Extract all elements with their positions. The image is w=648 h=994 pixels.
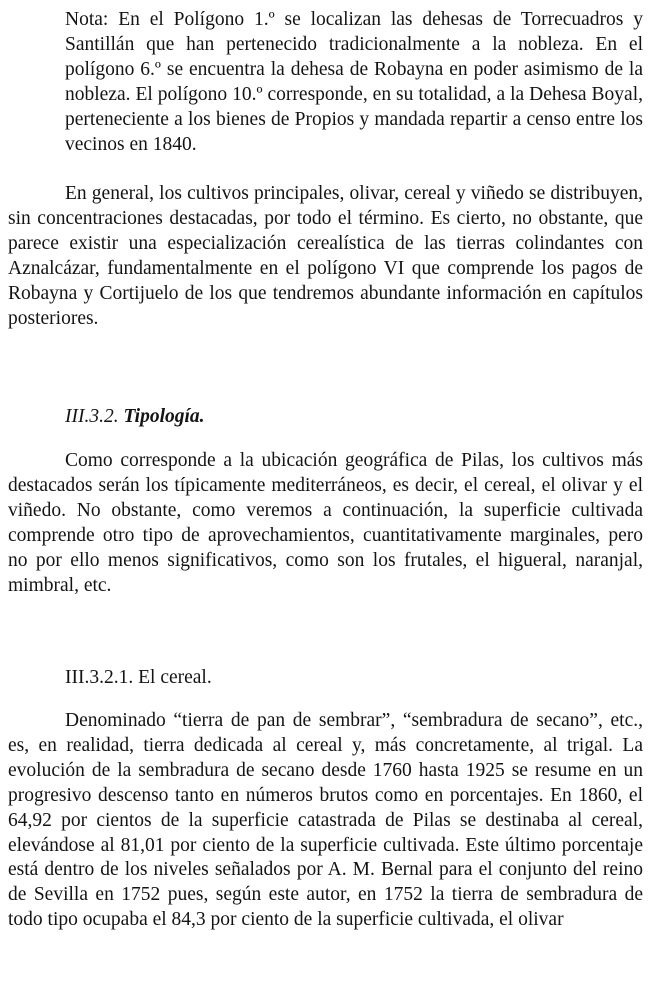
subsection-number: III.3.2.1. <box>65 667 134 688</box>
subsection-paragraph: Denominado “tierra de pan de sembrar”, “sembradura de secano”, etc., es, en realidad, tierra dedicada al cereal y, más concretamente, al trigal. La evolución de la sembradura de secano desde 1760 hasta 1925 se resume en un progresivo descenso tanto en números brutos como en porcentajes. En 1860, el 64,92 por cientos de la superficie catastrada de Pilas se destinaba al cereal, elevándose al 81,01 por ciento de la superficie cultivada. Este último porcentaje está dentro de los niveles señalados por A. M. Bernal para el conjunto del reino de Sevilla en 1752 pues, según este autor, en 1752 la tierra de sembradura de todo tipo ocupaba el 84,3 por ciento de la superficie cultivada, el olivar <box>8 710 643 931</box>
subsection-title: El cereal. <box>138 667 212 688</box>
section-paragraph: Como corresponde a la ubicación geográfica de Pilas, los cultivos más destacados serán los típicamente mediterráneos, es decir, el cereal, el olivar y el viñedo. No obstante, como veremos a continuación, la superficie cultivada comprende otro tipo de aprovechamientos, cuantitativamente marginales, pero no por ello menos significativos, como son los frutales, el higueral, naranjal, mimbral, etc. <box>8 450 643 596</box>
note-paragraph: Nota: En el Polígono 1.º se localizan las dehesas de Torrecuadros y Santillán que han pertenecido tradicionalmente a la nobleza. En el polígono 6.º se encuentra la dehesa de Robayna en poder asimismo de la nobleza. El polígono 10.º corresponde, en su totalidad, a la Dehesa Boyal, perteneciente a los bienes de Propios y mandada repartir a censo entre los vecinos en 1840. <box>65 9 643 155</box>
section-title: Tipología. <box>123 406 205 427</box>
body-paragraph: En general, los cultivos principales, olivar, cereal y viñedo se distribuyen, sin concentraciones destacadas, por todo el término. Es cierto, no obstante, que parece existir una especialización cerealística de las tierras colindantes con Aznalcázar, fundamentalmente en el polígono VI que comprende los pagos de Robayna y Cortijuelo de los que tendremos abundante información en capítulos posteriores. <box>8 183 643 329</box>
section-heading <box>65 405 205 430</box>
subsection-heading <box>65 666 212 691</box>
section-number: III.3.2. <box>65 406 119 427</box>
